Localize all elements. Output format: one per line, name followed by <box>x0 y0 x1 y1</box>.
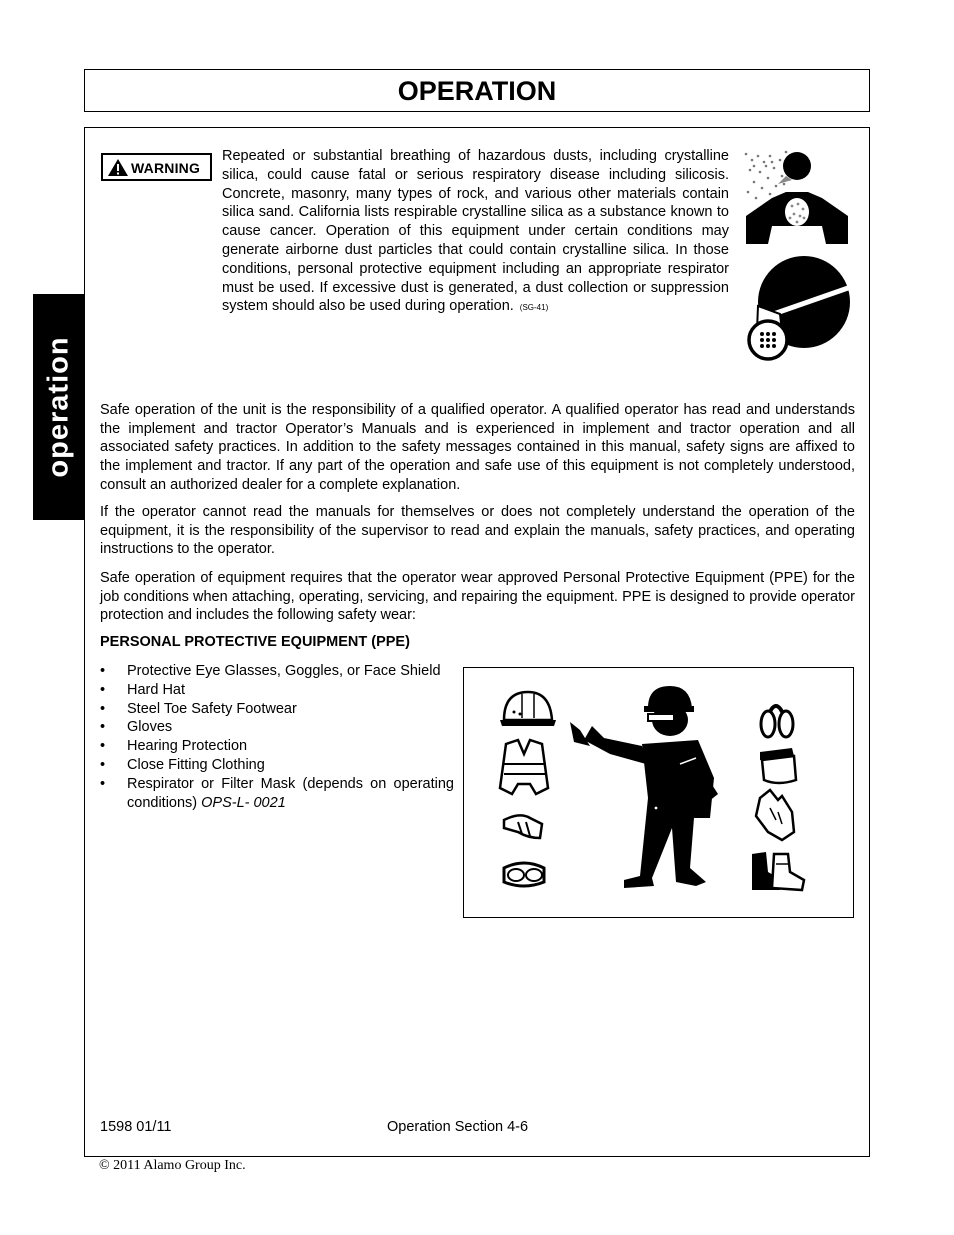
footer-doc-number: 1598 01/11 <box>100 1119 172 1135</box>
list-item: • Respirator or Filter Mask (depends on operating conditions) OPS-L- 0021 <box>100 775 454 813</box>
ppe-illustration <box>463 667 854 918</box>
body-paragraph: Safe operation of the unit is the responsibility of a qualified operator. A qualified operator has read and understands the implement and tractor Operator’s Manuals and is experienced in implement and tractor operation and all associated safety practices. In addition to the safety messages contained in this manual, safety signs are affixed to the implement and tractor. If any part of the operation and safe use of this equipment is not completely understood, consult an authorized dealer for a complete explanation. <box>100 402 855 493</box>
copyright-notice: © 2011 Alamo Group Inc. <box>99 1158 246 1173</box>
body-paragraph: If the operator cannot read the manuals for themselves or does not completely understand the operation of the equipment, it is the responsibility of the supervisor to read and explain the manuals, safety practices, and operating instructions to the operator. <box>100 504 855 558</box>
list-item: • Hearing Protection <box>100 737 454 756</box>
face-shield-icon <box>760 748 796 783</box>
warning-badge <box>101 153 212 181</box>
warning-triangle-icon <box>107 158 129 177</box>
list-item: • Close Fitting Clothing <box>100 756 454 775</box>
page-title: OPERATION <box>397 76 557 106</box>
respirator-mask-icon <box>744 256 852 364</box>
ppe-heading: PERSONAL PROTECTIVE EQUIPMENT (PPE) <box>100 634 410 650</box>
warning-message <box>222 147 729 318</box>
gloves-icon <box>756 790 794 840</box>
list-item: • Protective Eye Glasses, Goggles, or Face Shield <box>100 662 454 681</box>
dust-inhalation-icon <box>742 148 854 248</box>
ppe-list <box>100 662 454 812</box>
list-item: • Gloves <box>100 718 454 737</box>
safety-vest-icon <box>500 740 548 794</box>
section-side-tab <box>33 294 84 520</box>
goggles-icon <box>504 863 544 886</box>
list-item: • Steel Toe Safety Footwear <box>100 700 454 719</box>
worker-figure-icon <box>570 686 718 888</box>
warning-text: Repeated or substantial breathing of hazardous dusts, including crystalline silica, could cause fatal or serious respiratory disease including silicosis. Concrete, masonry, many types of rock, and various other materials contain silica sand. California lists respirable crystalline silica as a substance known to cause cancer. Operation of this equipment under certain conditions may generate airborne dust particles that could contain crystalline silica. In those conditions, personal protective equipment including an appropriate respirator must be used. If excessive dust is generated, a dust collection or suppression system should also be used during operation. <box>222 148 729 315</box>
side-tab-label: operation <box>42 336 74 478</box>
ppe-reference: OPS-L- 0021 <box>201 794 286 811</box>
safety-boots-icon <box>752 852 804 890</box>
earplugs-icon <box>504 815 542 838</box>
list-item: • Hard Hat <box>100 681 454 700</box>
body-paragraph: Safe operation of equipment requires that the operator wear approved Personal Protective Equipment (PPE) for the job conditions when attaching, operating, servicing, and repairing the equipment. PPE is designed to provide operator protection and includes the following safety wear: <box>100 570 855 624</box>
hard-hat-icon <box>500 692 556 726</box>
footer-section: Operation Section 4-6 <box>387 1119 529 1135</box>
warning-label: WARNING <box>131 160 201 176</box>
page-header <box>84 69 870 112</box>
ear-muffs-icon <box>761 706 793 737</box>
warning-code: (SG-41) <box>519 303 549 313</box>
